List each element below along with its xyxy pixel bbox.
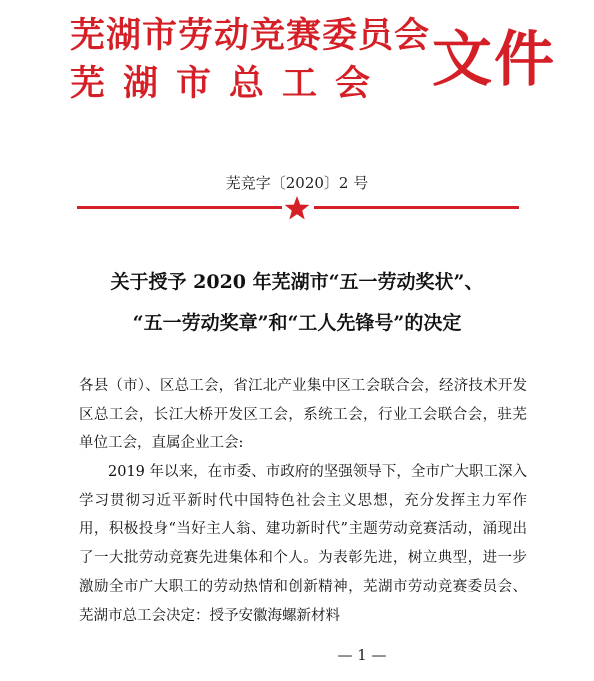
document-title-line-1: 关于授予 2020 年芜湖市“五一劳动奖状”、 xyxy=(110,271,484,293)
issuing-org-line-2: 芜湖市总工会 xyxy=(70,63,389,104)
page-number: — 1 — xyxy=(337,646,387,664)
red-divider-right xyxy=(314,206,519,209)
issuing-org-line-1: 芜湖市劳动竞赛委员会 xyxy=(70,15,431,56)
document-number: 芜竞字〔2020〕2 号 xyxy=(225,174,369,192)
addressees-paragraph: 各县（市）、区总工会，省江北产业集中区工会联合会，经济技术开发区总工会，长江大桥开发区工会，系统工会，行业工会联合会，驻芜单位工会，直属企业工会: xyxy=(79,378,527,452)
red-divider-left xyxy=(77,206,282,209)
document-type-label: 文件 xyxy=(432,25,556,95)
document-title-line-2: “五一劳动奖章”和“工人先锋号”的决定 xyxy=(132,312,462,334)
body-paragraph: 2019 年以来，在市委、市政府的坚强领导下，全市广大职工深入学习贯彻习近平新时代中国特色社会主义思想，充分发挥主力军作用，积极投身“当好主人翁、建功新时代”主题劳动竞赛活动，涌现出了一大批劳动竞赛先进集体和个人。为表彰先进，树立典型，进一步激励全市广大职工的劳动热情和创新精神，芜湖市劳动竞赛委员会、芜湖市总工会决定：授予安徽海螺新材料 xyxy=(79,464,527,624)
star-icon xyxy=(284,195,310,221)
